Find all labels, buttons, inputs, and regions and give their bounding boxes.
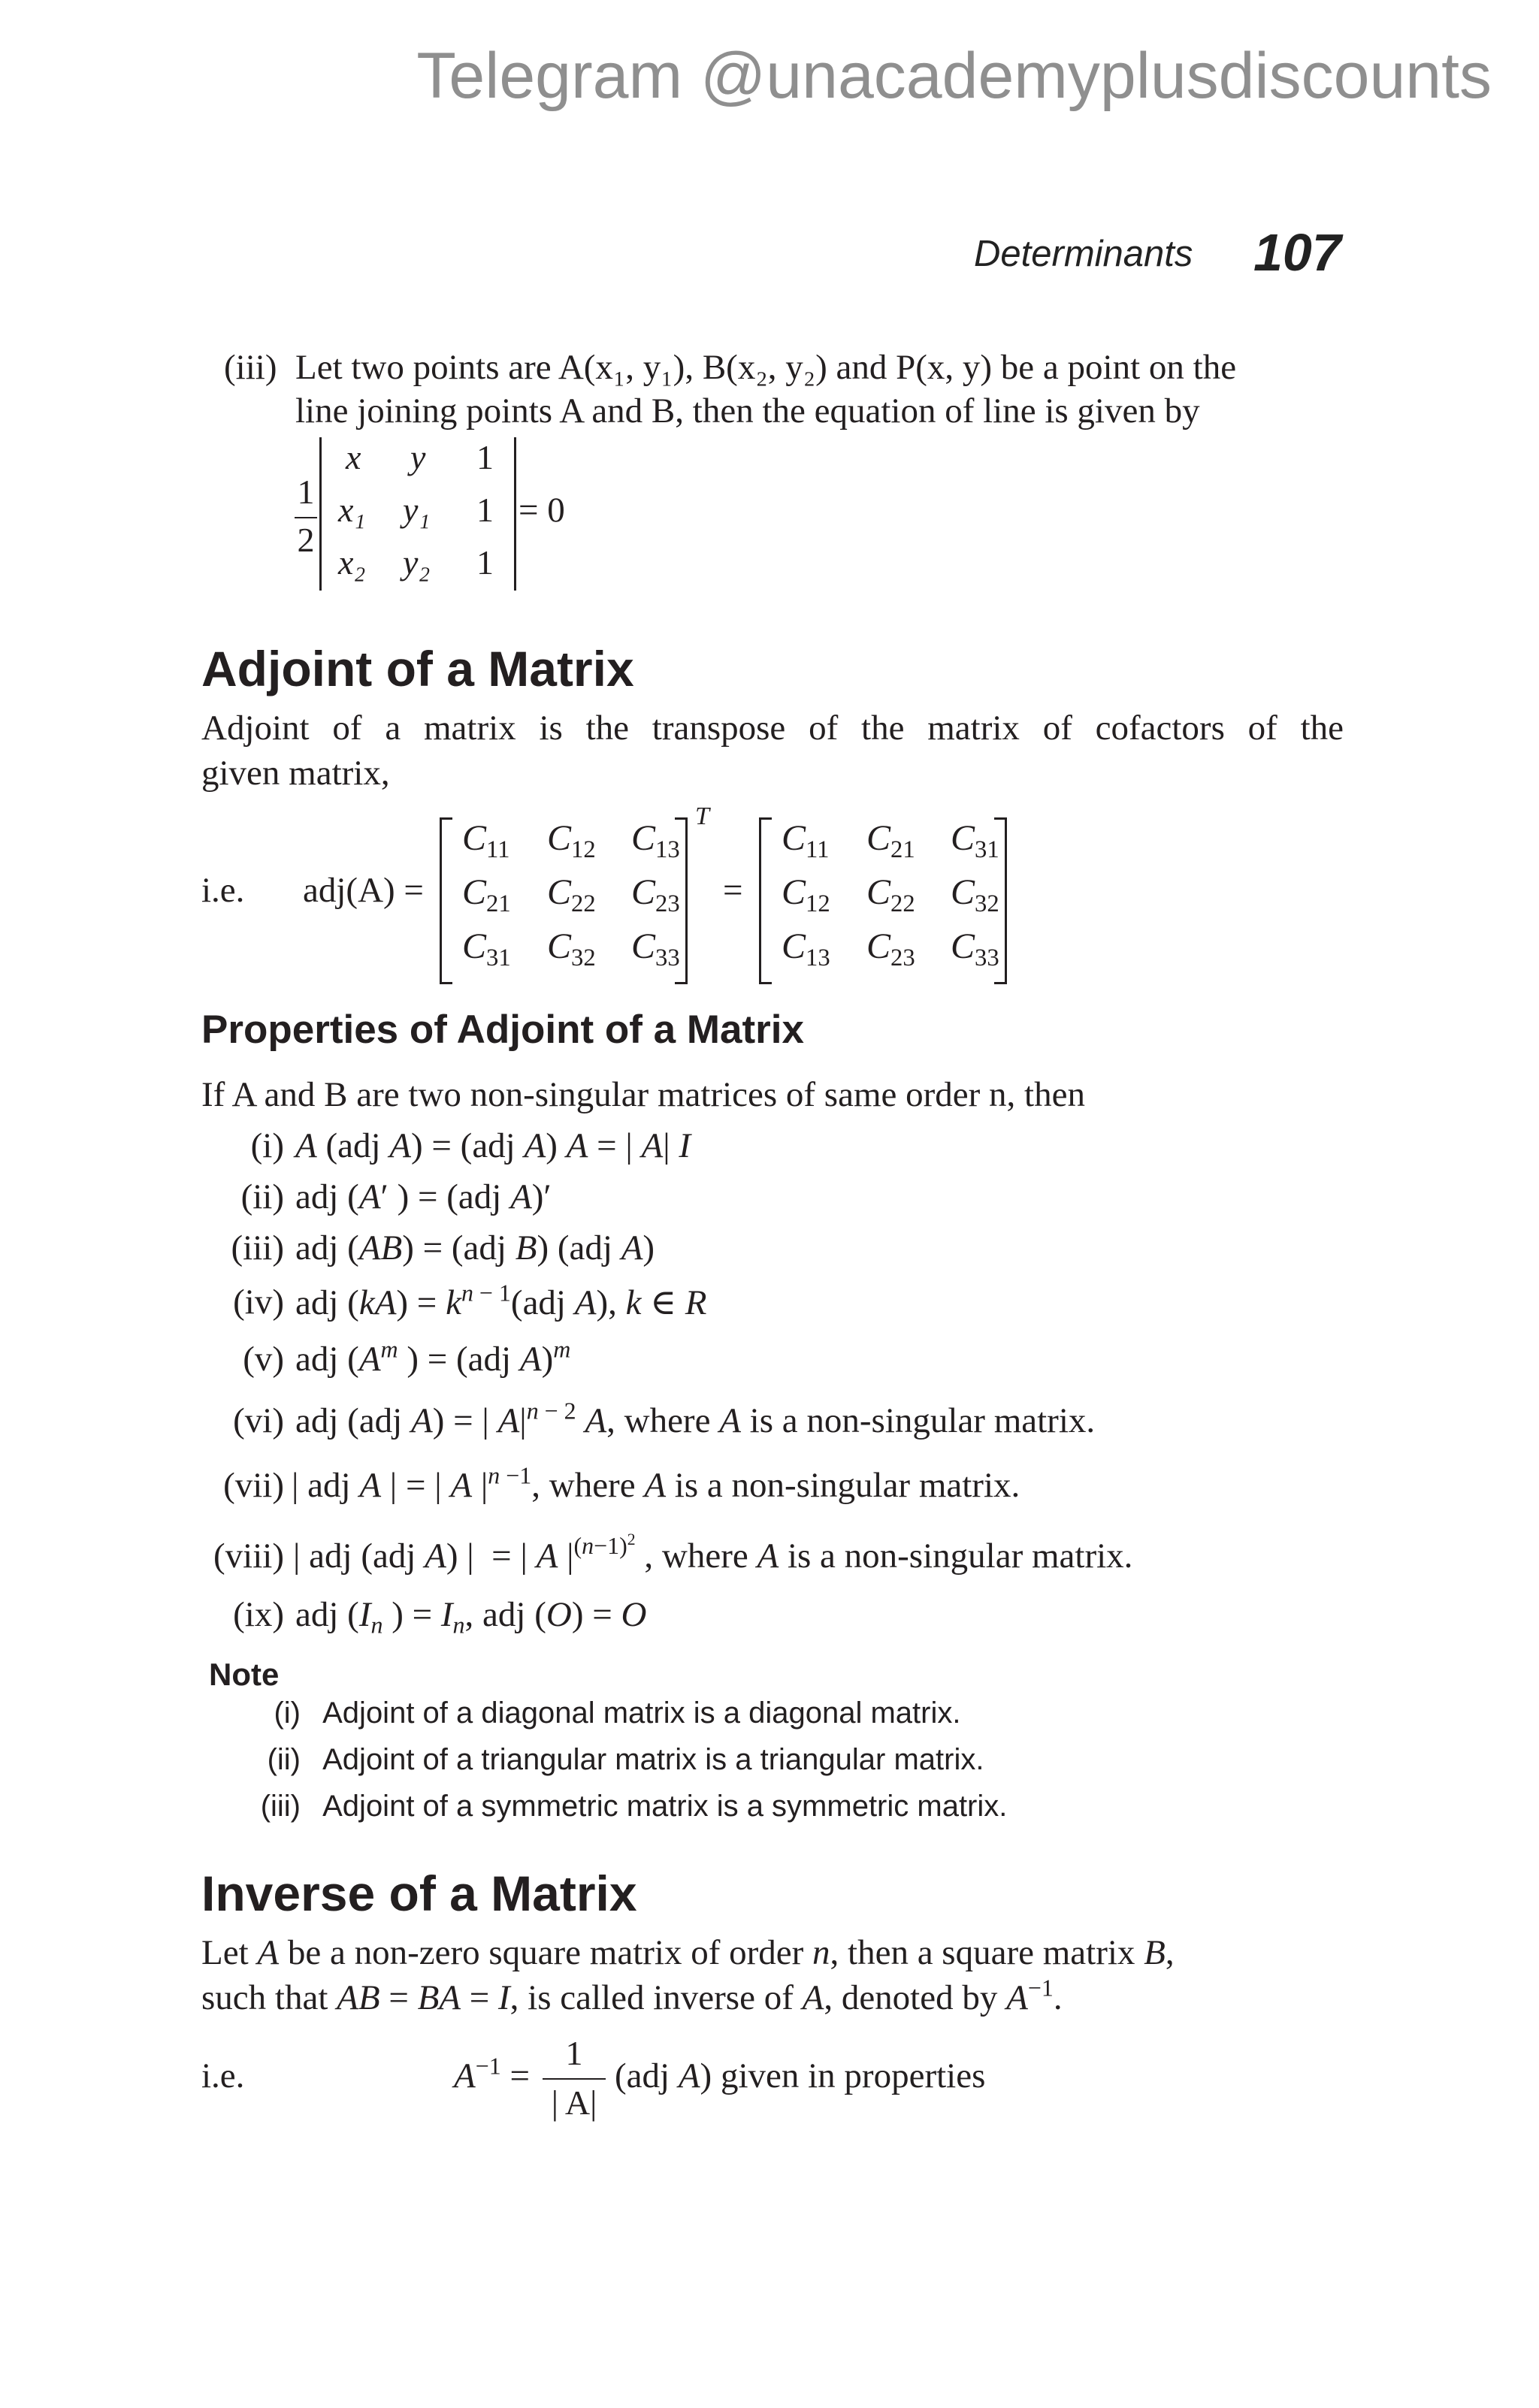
- property-number: (ix): [233, 1595, 284, 1634]
- page-number: 107: [1253, 223, 1341, 282]
- matrix-cell: $C_{13}$: [631, 818, 680, 863]
- point-iii-number: (iii): [224, 348, 277, 387]
- matrix-cell: $C_{21}$: [462, 872, 511, 917]
- inverse-rhs: (adj A) given in properties: [615, 2056, 986, 2095]
- adjoint-lhs: adj(A) =: [303, 871, 424, 910]
- half-denominator: 2: [297, 521, 315, 559]
- point-iii-line-1: Let two points are A(x₁, y₁), B(x₂, y₂) and P(x, y) be a point on the: [295, 348, 1237, 387]
- matrix-cell: $C_{21}$: [866, 818, 915, 863]
- fraction-bar: [295, 517, 317, 518]
- det-cell: x₂: [338, 543, 366, 582]
- note-text: Adjoint of a symmetric matrix is a symmetric matrix.: [322, 1790, 1008, 1823]
- heading-properties: Properties of Adjoint of a Matrix: [201, 1008, 804, 1052]
- matrix-cell: $C_{23}$: [866, 926, 915, 971]
- matrix-cell: $C_{11}$: [462, 818, 510, 863]
- watermark: Telegram @unacademyplusdiscounts: [416, 40, 1492, 112]
- det-cell: x: [346, 438, 361, 476]
- heading-inverse: Inverse of a Matrix: [201, 1866, 637, 1921]
- matrix-cell: $C_{13}$: [782, 926, 830, 971]
- det-cell: y₁: [403, 491, 431, 529]
- property-number: (viii): [213, 1536, 284, 1576]
- property-text: adj ($I_n$ ) = $I_n$, adj (O) = O: [295, 1595, 647, 1639]
- matrix-cell: $C_{31}$: [462, 926, 511, 971]
- properties-intro: If A and B are two non-singular matrices of same order n, then: [201, 1075, 1085, 1114]
- equals-zero: = 0: [519, 491, 565, 530]
- det-cell: y₂: [403, 543, 431, 582]
- property-text: adj (adj A) = | $A|^{n - 2}$ A, where A is a non-singular matrix.: [295, 1397, 1096, 1440]
- left-bracket: [440, 817, 452, 984]
- inverse-numerator: 1: [565, 2034, 583, 2072]
- note-number: (ii): [267, 1743, 301, 1776]
- adjoint-definition-line-1: Adjoint of a matrix is the transpose of the matrix of cofactors of the: [201, 709, 1344, 748]
- matrix-cell: $C_{33}$: [951, 926, 999, 971]
- property-number: (iv): [233, 1283, 284, 1322]
- det-cell: 1: [476, 543, 494, 582]
- inverse-denominator: | A|: [551, 2083, 597, 2122]
- inverse-definition-line-1: Let A be a non-zero square matrix of order n, then a square matrix B,: [201, 1933, 1175, 1972]
- transpose-mark: T: [695, 802, 709, 830]
- half-numerator: 1: [297, 473, 315, 511]
- matrix-cell: $C_{11}$: [782, 818, 830, 863]
- matrix-cell: $C_{12}$: [547, 818, 596, 863]
- inverse-lhs: $A^{-1}$ =: [454, 2053, 530, 2095]
- note-text: Adjoint of a diagonal matrix is a diagonal matrix.: [322, 1696, 961, 1730]
- property-number: (vii): [223, 1466, 284, 1505]
- point-iii-line-2: line joining points A and B, then the equation of line is given by: [295, 391, 1200, 431]
- matrix-cell: $C_{32}$: [951, 872, 999, 917]
- matrix-equals: =: [723, 871, 743, 910]
- property-text: | adj A | = | A $|^{n -1}$, where A is a non-singular matrix.: [292, 1462, 1020, 1505]
- matrix-cell: $C_{32}$: [547, 926, 596, 971]
- property-number: (iii): [231, 1228, 284, 1267]
- note-number: (iii): [260, 1790, 301, 1823]
- note-item: [248, 1790, 1007, 1823]
- property-text: adj $(kA) = k^{n - 1}(adj$ A), k ∈ R: [295, 1280, 707, 1322]
- property-number: (i): [250, 1126, 284, 1165]
- property-text: adj ($A^m$ ) = (adj A)$^m$: [295, 1336, 571, 1379]
- note-number: (i): [274, 1696, 301, 1730]
- property-text: A (adj A) = (adj A) A = | A| I: [295, 1126, 691, 1165]
- matrix-cell: $C_{22}$: [547, 872, 596, 917]
- det-cell: y: [410, 438, 426, 476]
- cofactor-matrix: [440, 817, 688, 980]
- property-number: (v): [243, 1340, 284, 1379]
- left-bracket: [759, 817, 772, 984]
- inverse-definition-line-2: such that AB = BA = I, is called inverse of A, denoted by $A^{-1}$.: [201, 1974, 1063, 2017]
- inverse-fraction: [543, 2033, 606, 2131]
- matrix-cell: $C_{23}$: [631, 872, 680, 917]
- det-cell: x₁: [338, 491, 366, 529]
- note-text: Adjoint of a triangular matrix is a triangular matrix.: [322, 1743, 984, 1776]
- note-item: [248, 1696, 960, 1730]
- matrix-cell: $C_{22}$: [866, 872, 915, 917]
- property-text: adj (A′ ) = (adj A)′: [295, 1177, 552, 1216]
- det-cell: 1: [476, 438, 494, 476]
- property-text: adj (AB) = (adj B) (adj A): [295, 1228, 655, 1267]
- matrix-cell: $C_{33}$: [631, 926, 680, 971]
- adjoint-definition-line-2: given matrix,: [201, 754, 390, 793]
- line-determinant: [319, 437, 516, 591]
- property-number: (ii): [240, 1177, 284, 1216]
- det-cell: 1: [476, 491, 494, 529]
- ie-label: i.e.: [201, 871, 245, 910]
- adjoint-matrix: [759, 817, 1007, 980]
- running-title: Determinants: [974, 234, 1193, 274]
- note-item: [248, 1743, 984, 1777]
- matrix-cell: $C_{31}$: [951, 818, 999, 863]
- fraction-bar: [543, 2078, 606, 2080]
- property-number: (vi): [233, 1401, 284, 1440]
- heading-adjoint: Adjoint of a Matrix: [201, 641, 634, 696]
- property-text: | adj (adj A) | = | A $|^{(n-1)^2}$ , where A is a non-singular matrix.: [293, 1530, 1133, 1576]
- matrix-cell: $C_{12}$: [782, 872, 830, 917]
- ie-label: i.e.: [201, 2056, 245, 2095]
- note-title: Note: [209, 1657, 280, 1692]
